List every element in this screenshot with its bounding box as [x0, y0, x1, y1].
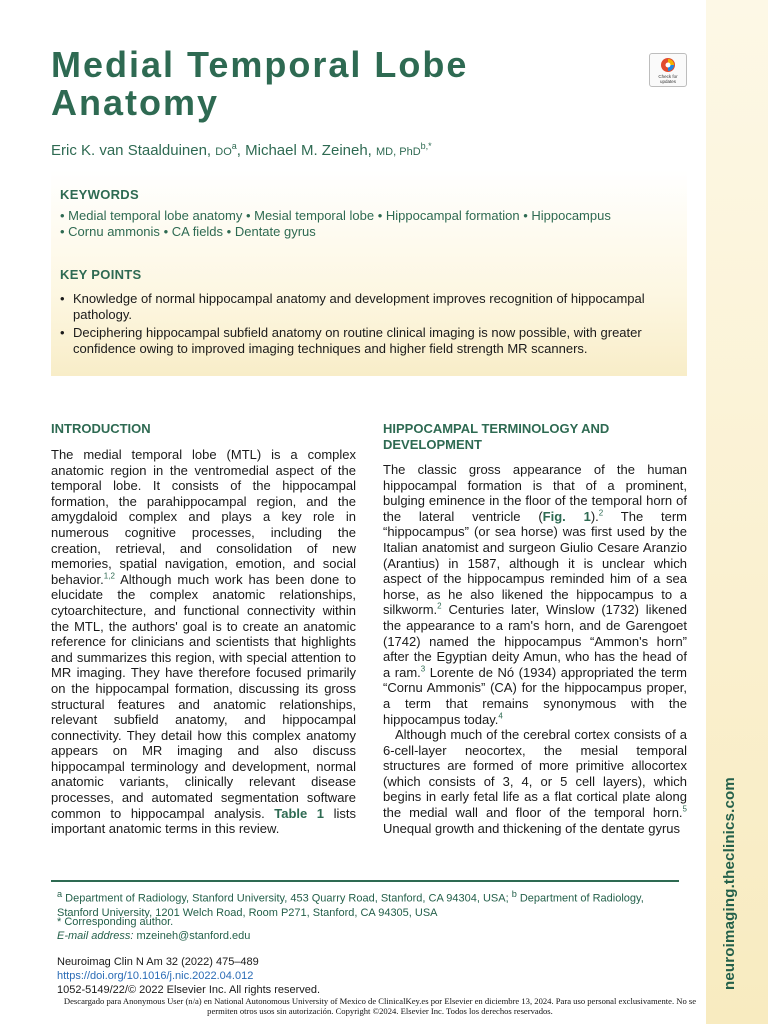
keyword-item: • CA fields	[163, 224, 224, 239]
keyword-item: • Medial temporal lobe anatomy	[60, 208, 243, 223]
introduction-heading: INTRODUCTION	[51, 421, 151, 436]
email-link[interactable]: mzeineh@stanford.edu	[133, 930, 251, 942]
reference-link[interactable]: 2	[598, 508, 604, 518]
article-title: Medial Temporal Lobe Anatomy	[51, 44, 469, 123]
keywords-heading: KEYWORDS	[60, 187, 139, 202]
affiliations: $^a$ Department of Radiology, Stanford University, 453 Quarry Road, Stanford, CA 94304, USA; $^b$ Department of Radiology, Stanford University, 1201 Welch Road, Room P271, Stanford, CA 94305, USA	[57, 889, 644, 919]
reference-link[interactable]: 3	[420, 664, 426, 674]
keyword-item: • Hippocampal formation	[377, 208, 520, 223]
reference-link[interactable]: 4	[498, 711, 503, 721]
author-1-degree: DO	[215, 146, 232, 158]
key-point-item: • Deciphering hippocampal subfield anatomy on routine clinical imaging is now possible, with greater confidence owing to improved imaging techniques and higher field strength MR scanners.	[60, 325, 672, 357]
table-1-link[interactable]: Table 1	[274, 805, 325, 821]
author-2-degree: MD, PhD	[376, 146, 421, 158]
figure-1-link[interactable]: Fig. 1	[542, 508, 591, 524]
introduction-paragraph: The medial temporal lobe (MTL) is a complex anatomic region in the ventromedial aspect of the temporal lobe. It consists of the hippocampal formation, the parahippocampal region, and the amygdaloid complex and plays a key role in numerous cognitive processes, including the creation, retrieval, and consolidation of new memories, spatial navigation, emotion, and social behavior.$^{1,2}$ Although much work has been done to elucidate the complex anatomic relationships, cytoarchitecture, and functional connectivity within the MTL, the authors' goal is to create an anatomic reference for clinicians and scientists that highlights and summarizes this region, with special attention to MR imaging. They have therefore focused primarily on the hippocampal formation, discussing its gross structural features and anatomic relationships, relevant subfield anatomy, and hippocampal connectivity. They detail how this complex anatomy appears on MR imaging and also discuss hippocampal terminology and development, normal anatomic variants, clinically relevant disease processes, and automated segmentation software common to hippocampal analysis. Table 1 lists important anatomic terms in this review.	[51, 447, 356, 837]
badge-label: Check for updates	[658, 74, 678, 84]
author-separator: ,	[236, 142, 241, 159]
key-points-list	[60, 291, 672, 359]
terminology-paragraph-2: Although much of the cerebral cortex consists of a 6-cell-layer neocortex, the mesial temporal structures are formed of more primitive allocortex (which consists of 3, 4, or 5 cell layers), which begins in early fetal life as a flat cortical plate along the medial wall and floor of the temporal horn.$^5$ Unequal growth and thickening of the dentate gyrus	[383, 727, 687, 836]
check-updates-icon	[660, 57, 676, 73]
email-line: E-mail address: mzeineh@stanford.edu	[57, 930, 251, 942]
journal-citation: Neuroimag Clin N Am 32 (2022) 475–489	[57, 956, 259, 968]
download-notice: Descargado para Anonymous User (n/a) en National Autonomous University of Mexico de ClinicalKey.es por Elsevier en diciembre 13, 2024. Para uso personal exclusivamente. No se permiten otros usos sin autorización. Copyright ©2024. Elsevier Inc. Todos los derechos reservados.	[63, 996, 697, 1016]
reference-link[interactable]: 2	[437, 602, 442, 612]
author-2-name: Michael M. Zeineh,	[245, 142, 372, 159]
keyword-item: • Cornu ammonis	[60, 224, 160, 239]
author-1-affiliation-mark[interactable]: a	[231, 141, 237, 151]
keyword-item: • Mesial temporal lobe	[245, 208, 375, 223]
keyword-item: • Dentate gyrus	[226, 224, 316, 239]
footnote-divider	[51, 880, 679, 882]
terminology-paragraph-1: The classic gross appearance of the human hippocampal formation is that of a prominent, bulging eminence in the floor of the temporal horn of the lateral ventricle (Fig. 1).$^2$ The term “hippocampus” (or sea horse) was first used by the Italian anatomist and surgeon Giulio Cesare Aranzio (Arantius) in 1587, although it is unclear which aspect of the hippocampus reminded him of a sea horse, as he also likened the hippocampus to a silkworm.$^2$ Centuries later, Winslow (1732) likened the appearance to a ram's horn, and de Garengoet (1742) named the hippocampus “Ammon's horn” after the Egyptian deity Amun, who has the head of a ram.$^3$ Lorente de Nó (1934) appropriated the term “Cornu Ammonis” (CA) for the hippocampus proper, a term that remains synonymous with the hippocampus today.$^4$	[383, 462, 688, 727]
terminology-heading: HIPPOCAMPAL TERMINOLOGY AND DEVELOPMENT	[383, 421, 610, 452]
copyright-line: 1052-5149/22/© 2022 Elsevier Inc. All rights reserved.	[57, 984, 321, 996]
key-point-item: • Knowledge of normal hippocampal anatomy and development improves recognition of hippocampal pathology.	[60, 291, 672, 323]
key-points-heading: KEY POINTS	[60, 267, 142, 282]
reference-link[interactable]: 5	[682, 804, 687, 814]
introduction-body	[51, 447, 356, 837]
terminology-body	[383, 462, 687, 836]
keyword-item: • Hippocampus	[523, 208, 611, 223]
author-line	[51, 141, 432, 159]
author-1-name: Eric K. van Staalduinen,	[51, 142, 212, 159]
journal-url[interactable]: neuroimaging.theclinics.com	[721, 777, 738, 990]
author-2-affiliation-mark[interactable]: b,*	[420, 141, 432, 151]
keyword-list	[60, 208, 680, 240]
corresponding-author: * Corresponding author.	[57, 916, 174, 928]
reference-link[interactable]: 1,2	[103, 571, 115, 581]
check-for-updates-badge[interactable]	[649, 53, 687, 87]
doi-link[interactable]: https://doi.org/10.1016/j.nic.2022.04.012	[57, 970, 254, 982]
